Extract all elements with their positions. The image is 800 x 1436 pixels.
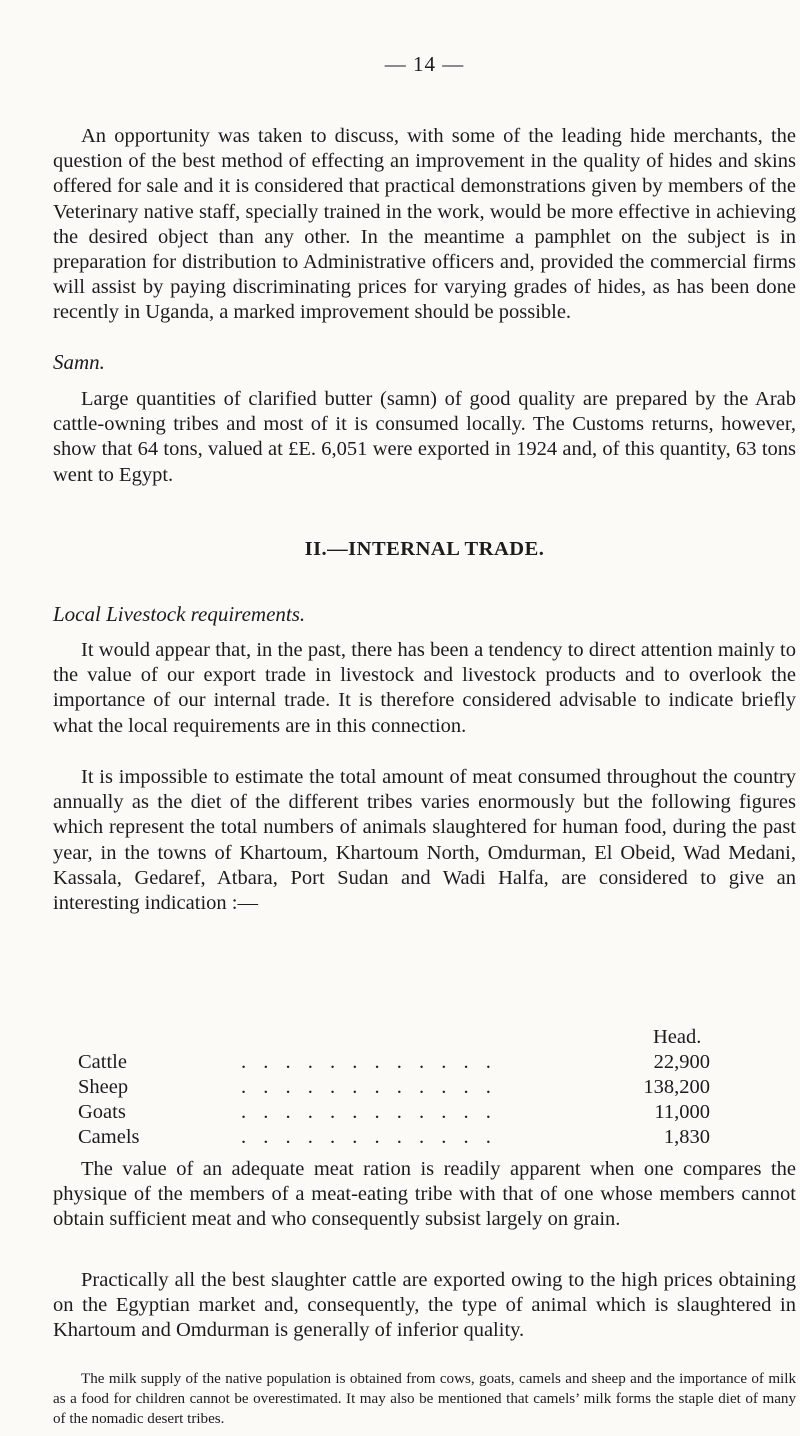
table-row-animal: Cattle [78,1051,127,1073]
table-row-head-count: 1,830 [663,1126,710,1148]
table-leader-dots: . . . . . . . . . . . . [241,1101,497,1123]
table-row [53,1126,796,1151]
table-leader-dots: . . . . . . . . . . . . [241,1051,497,1073]
table-row-head-count: 138,200 [643,1076,710,1098]
table-row-head-count: 11,000 [654,1101,710,1123]
subheading-local-livestock: Local Livestock requirements. [53,602,306,626]
table-row [53,1051,796,1076]
page-number: — 14 — [384,52,465,76]
paragraph-milk-supply: The milk supply of the native population is obtained from cows, goats, camels and sheep and the importance of milk as a food for children cannot be overestimated. It may also be mentioned that camels’ milk forms the staple diet of many of the nomadic desert tribes. [53,1371,796,1427]
table-column-header: Head. [653,1026,702,1048]
paragraph-hide-merchants: An opportunity was taken to discuss, with some of the leading hide merchants, the question of the best method of effecting an improvement in the quality of hides and skins offered for sale and it is considered that practical demonstrations given by members of the Veterinary native staff, specially trained in the work, would be more effective in achieving the desired object than any other. In the meantime a pamphlet on the subject is in preparation for distribution to Administrative officers and, provided the commercial firms will assist by paying discriminating prices for varying grades of hides, as has been done recently in Uganda, a marked improvement should be possible. [53,125,796,324]
paragraph-meat-consumption: It is impossible to estimate the total amount of meat consumed throughout the country annually as the diet of the different tribes varies enormously but the following figures which represent the total numbers of animals slaughtered for human food, during the past year, in the towns of Khartoum, Khartoum North, Omdurman, El Obeid, Wad Medani, Kassala, Gedaref, Atbara, Port Sudan and Wadi Halfa, are considered to give an interesting indication :— [53,766,796,915]
paragraph-samn: Large quantities of clarified butter (samn) of good quality are prepared by the Arab cattle-owning tribes and most of it is consumed locally. The Customs returns, however, show that 64 tons, valued at £E. 6,051 were exported in 1924 and, of this quantity, 63 tons went to Egypt. [53,388,796,486]
table-leader-dots: . . . . . . . . . . . . [241,1126,497,1148]
table-row [53,1101,796,1126]
subheading-samn: Samn. [53,350,105,374]
section-heading-internal-trade: II.—INTERNAL TRADE. [304,538,545,560]
table-row [53,1076,796,1101]
table-row-animal: Goats [78,1101,126,1123]
paragraph-slaughter-cattle: Practically all the best slaughter cattle are exported owing to the high prices obtaining on the Egyptian market and, consequently, the type of animal which is slaughtered in Khartoum and Omdurman is generally of inferior quality. [53,1269,796,1342]
paragraph-meat-ration: The value of an adequate meat ration is readily apparent when one compares the physique of the members of a meat-eating tribe with that of one whose members cannot obtain sufficient meat and who consequently subsist largely on grain. [53,1158,796,1231]
table-row-animal: Camels [78,1126,140,1148]
table-leader-dots: . . . . . . . . . . . . [241,1076,497,1098]
table-row-head-count: 22,900 [653,1051,710,1073]
paragraph-livestock-requirements: It would appear that, in the past, there has been a tendency to direct attention mainly to the value of our export trade in livestock and livestock products and to overlook the importance of our internal trade. It is therefore considered advisable to indicate briefly what the local requirements are in this connection. [53,639,796,737]
table-row-animal: Sheep [78,1076,129,1098]
